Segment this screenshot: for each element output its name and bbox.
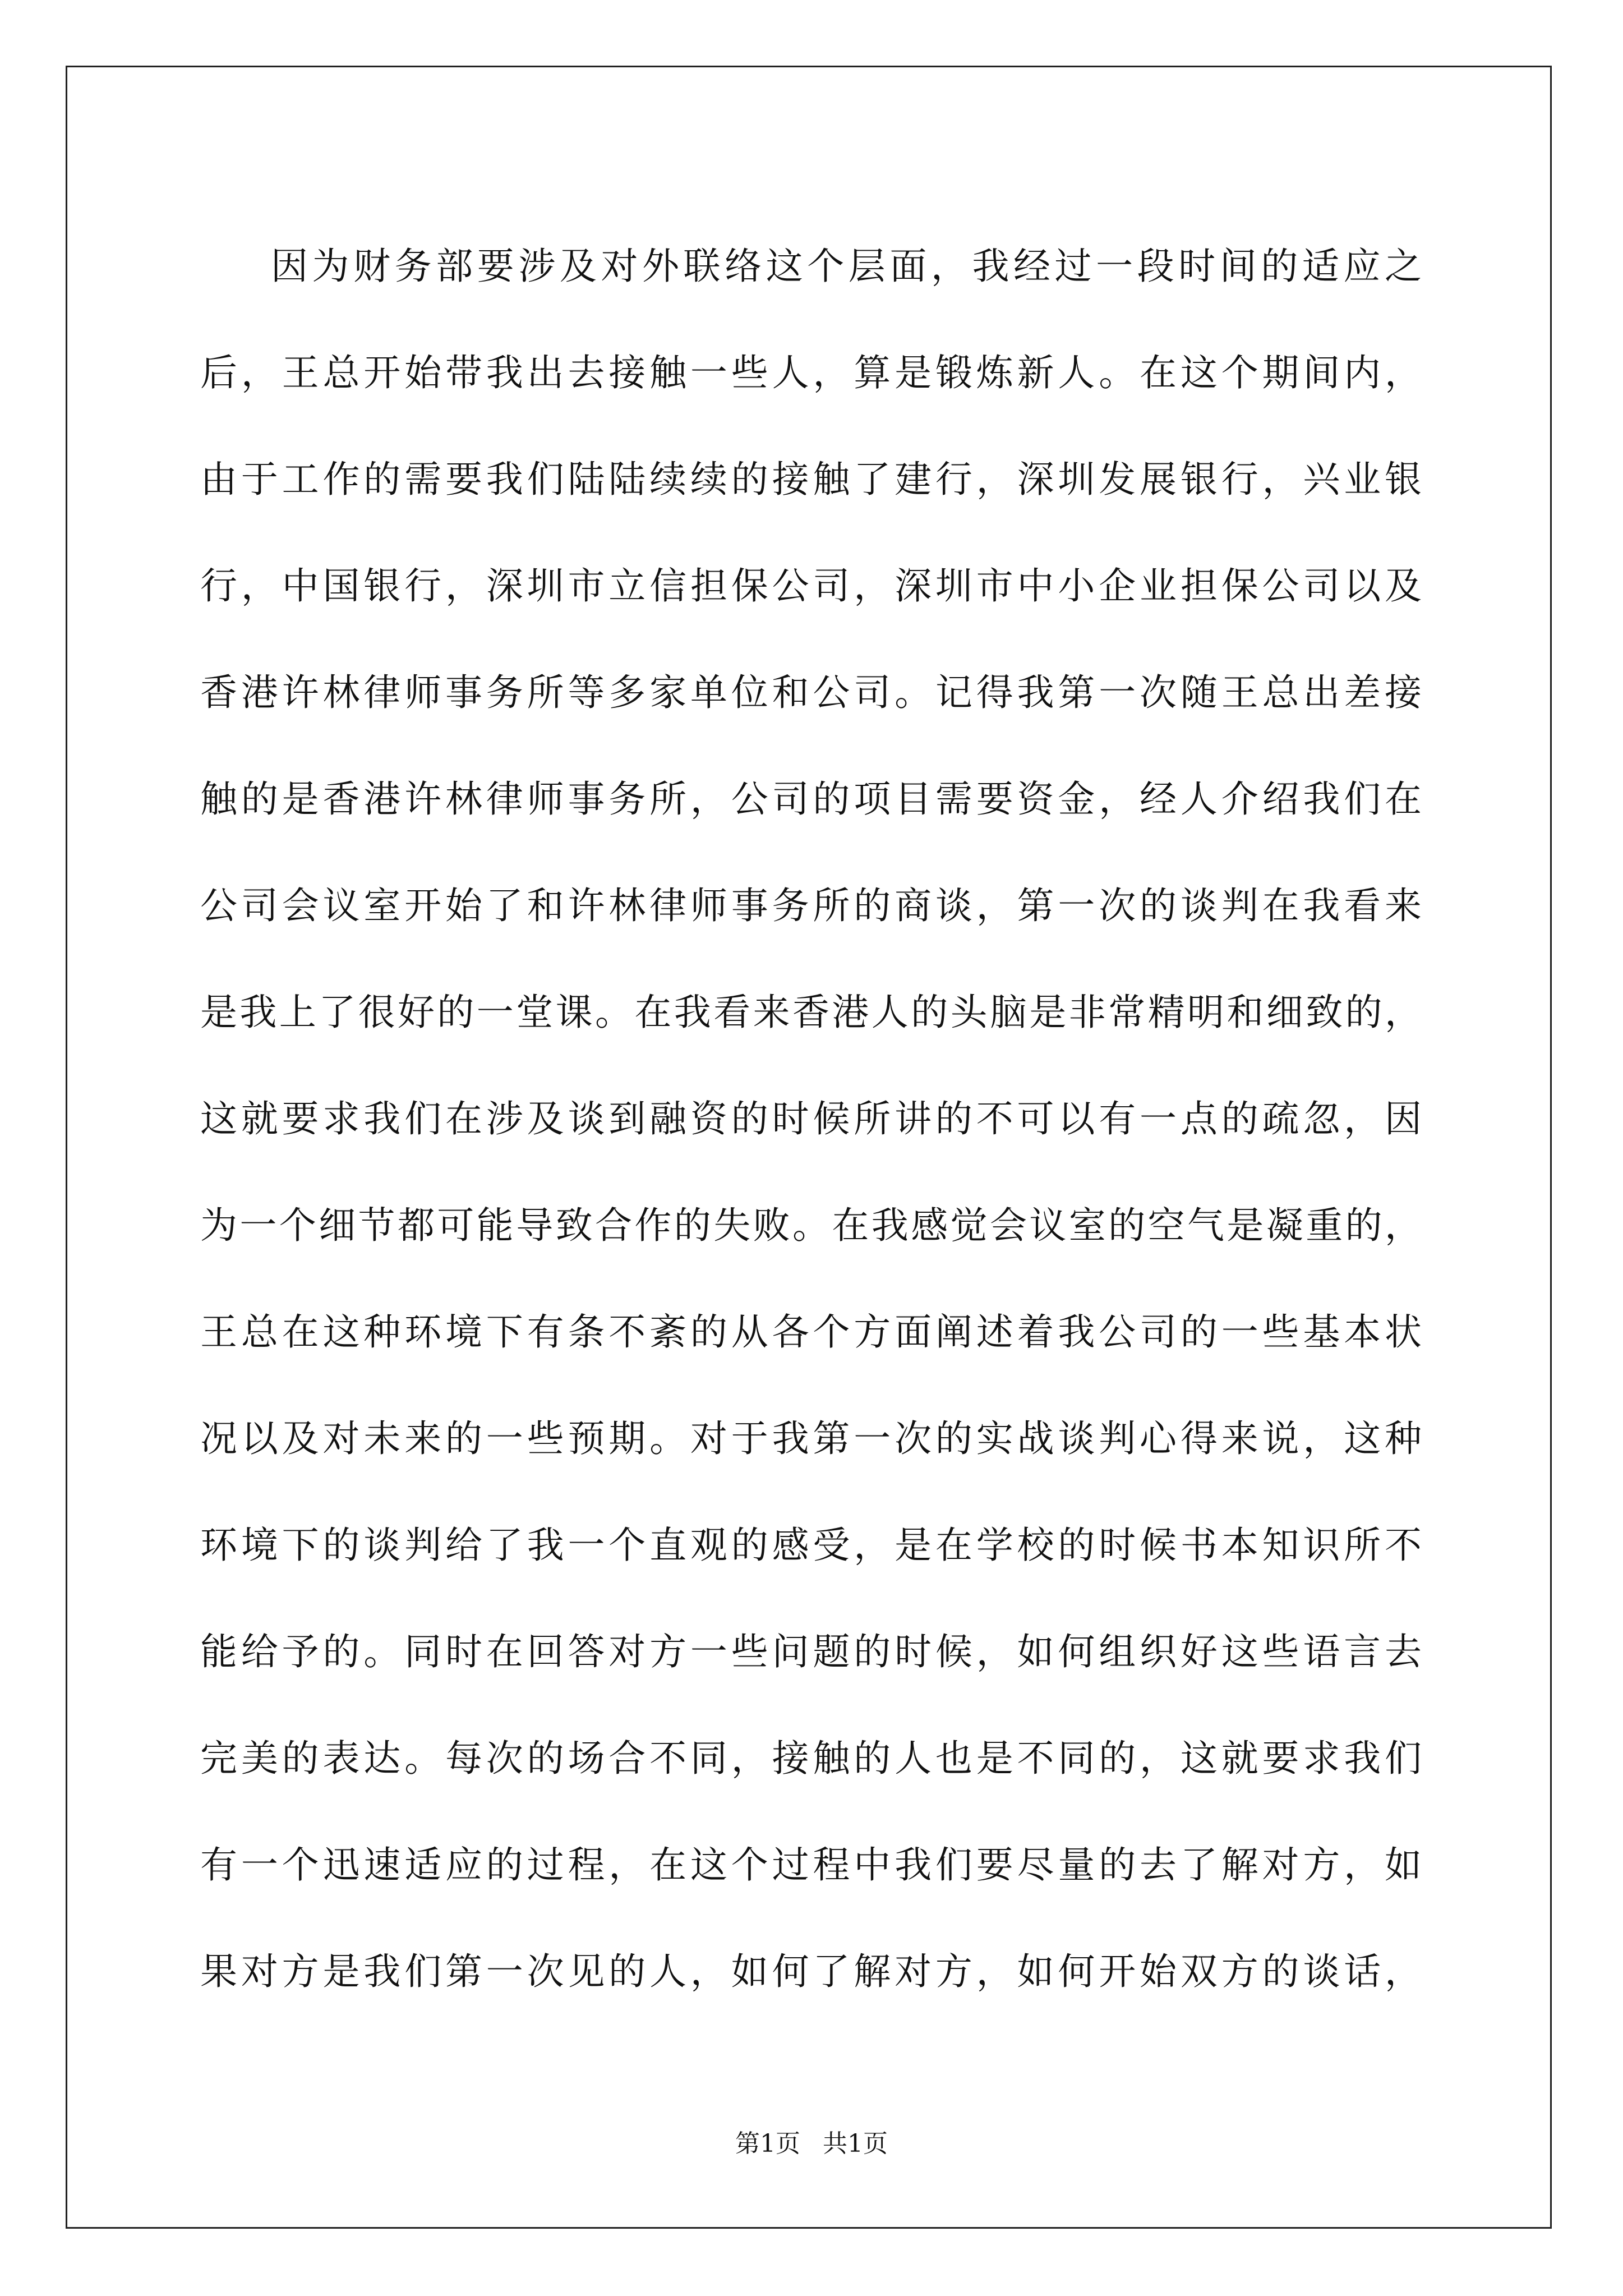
text-line: 果对方是我们第一次见的人，如何了解对方，如何开始双方的谈话，: [200, 1950, 1423, 1993]
text-line: 因为财务部要涉及对外联络这个层面，我经过一段时间的适应之: [271, 245, 1423, 288]
text-line: 环境下的谈判给了我一个直观的感受，是在学校的时候书本知识所不: [200, 1524, 1423, 1567]
page-number: 第1页: [735, 2129, 800, 2158]
text-line: 有一个迅速适应的过程，在这个过程中我们要尽量的去了解对方，如: [200, 1843, 1423, 1887]
text-line: 由于工作的需要我们陆陆续续的接触了建行，深圳发展银行，兴业银: [200, 458, 1423, 501]
text-line: 公司会议室开始了和许林律师事务所的商谈，第一次的谈判在我看来: [200, 884, 1423, 927]
page-footer: [0, 2127, 1623, 2161]
text-line: 完美的表达。每次的场合不同，接触的人也是不同的，这就要求我们: [200, 1737, 1423, 1780]
text-line: 能给予的。同时在回答对方一些问题的时候，如何组织好这些语言去: [200, 1630, 1423, 1673]
page-total: 共1页: [823, 2129, 888, 2158]
text-line: 行，中国银行，深圳市立信担保公司，深圳市中小企业担保公司以及: [200, 564, 1423, 608]
text-line: 香港许林律师事务所等多家单位和公司。记得我第一次随王总出差接: [200, 671, 1423, 714]
text-line: 后，王总开始带我出去接触一些人，算是锻炼新人。在这个期间内，: [200, 351, 1423, 394]
body-text: [200, 213, 1423, 2025]
text-line: 况以及对未来的一些预期。对于我第一次的实战谈判心得来说，这种: [200, 1417, 1423, 1460]
text-line: 是我上了很好的一堂课。在我看来香港人的头脑是非常精明和细致的，: [200, 991, 1423, 1034]
text-line: 为一个细节都可能导致合作的失败。在我感觉会议室的空气是凝重的，: [200, 1204, 1423, 1247]
text-line: 这就要求我们在涉及谈到融资的时候所讲的不可以有一点的疏忽，因: [200, 1097, 1423, 1140]
text-line: 王总在这种环境下有条不紊的从各个方面阐述着我公司的一些基本状: [200, 1310, 1423, 1354]
text-line: 触的是香港许林律师事务所，公司的项目需要资金，经人介绍我们在: [200, 777, 1423, 821]
